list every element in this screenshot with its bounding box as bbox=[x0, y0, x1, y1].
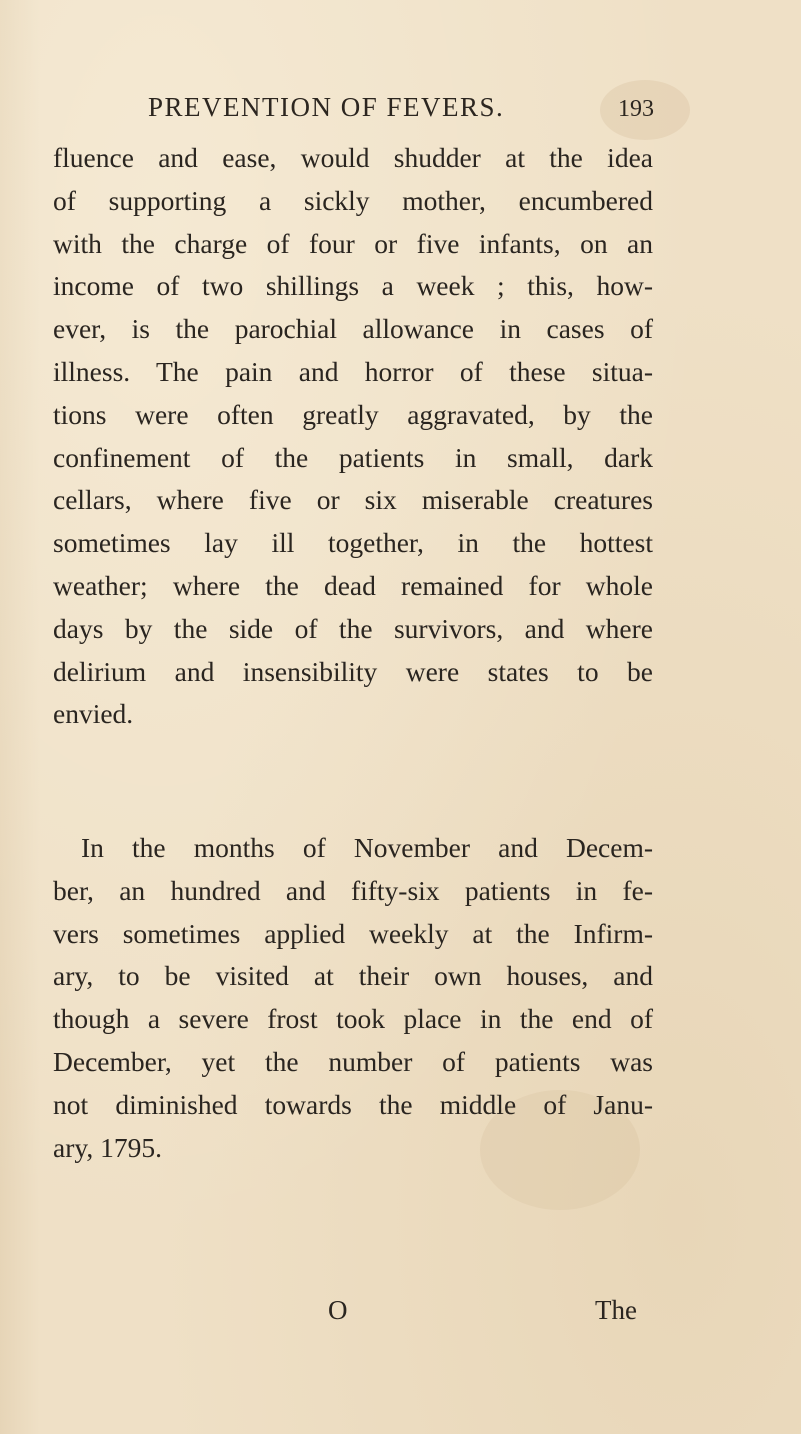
text-line: confinement of the patients in small, dark bbox=[53, 441, 653, 473]
text-line: income of two shillings a week ; this, how- bbox=[53, 270, 653, 302]
text-line: sometimes lay ill together, in the hottest bbox=[53, 527, 653, 559]
signature-mark: O bbox=[328, 1295, 348, 1325]
text-line: fluence and ease, would shudder at the idea bbox=[53, 142, 653, 173]
text-line: ary, 1795. bbox=[53, 1131, 162, 1163]
text-line: December, yet the number of patients was bbox=[53, 1045, 653, 1077]
paragraph bbox=[53, 137, 653, 736]
text-line: vers sometimes applied weekly at the Infirm- bbox=[53, 917, 653, 949]
text-line: envied. bbox=[53, 698, 134, 730]
text-line: illness. The pain and horror of these situa- bbox=[53, 355, 653, 387]
page-number: 193 bbox=[618, 96, 654, 122]
text-line: In the months of November and Decem- bbox=[81, 832, 653, 863]
text-line: ary, to be visited at their own houses, and bbox=[53, 960, 653, 992]
running-head bbox=[140, 92, 654, 132]
paragraph bbox=[53, 827, 653, 1169]
text-line: tions were often greatly aggravated, by the bbox=[53, 398, 653, 430]
page-footer bbox=[0, 1295, 801, 1335]
catchword: The bbox=[595, 1295, 637, 1325]
text-line: weather; where the dead remained for whole bbox=[53, 569, 653, 601]
text-line: cellars, where five or six miserable creatures bbox=[53, 484, 653, 516]
text-line: though a severe frost took place in the end of bbox=[53, 1003, 653, 1035]
text-line: delirium and insensibility were states to be bbox=[53, 655, 653, 687]
text-line: with the charge of four or five infants, on an bbox=[53, 227, 653, 259]
text-line: not diminished towards the middle of Janu- bbox=[53, 1088, 653, 1120]
text-line: of supporting a sickly mother, encumbered bbox=[53, 184, 653, 216]
text-line: ber, an hundred and fifty-six patients in fe- bbox=[53, 874, 653, 906]
running-title: PREVENTION OF FEVERS. bbox=[148, 92, 505, 122]
text-line: ever, is the parochial allowance in cases of bbox=[53, 313, 653, 345]
text-line: days by the side of the survivors, and where bbox=[53, 612, 653, 644]
